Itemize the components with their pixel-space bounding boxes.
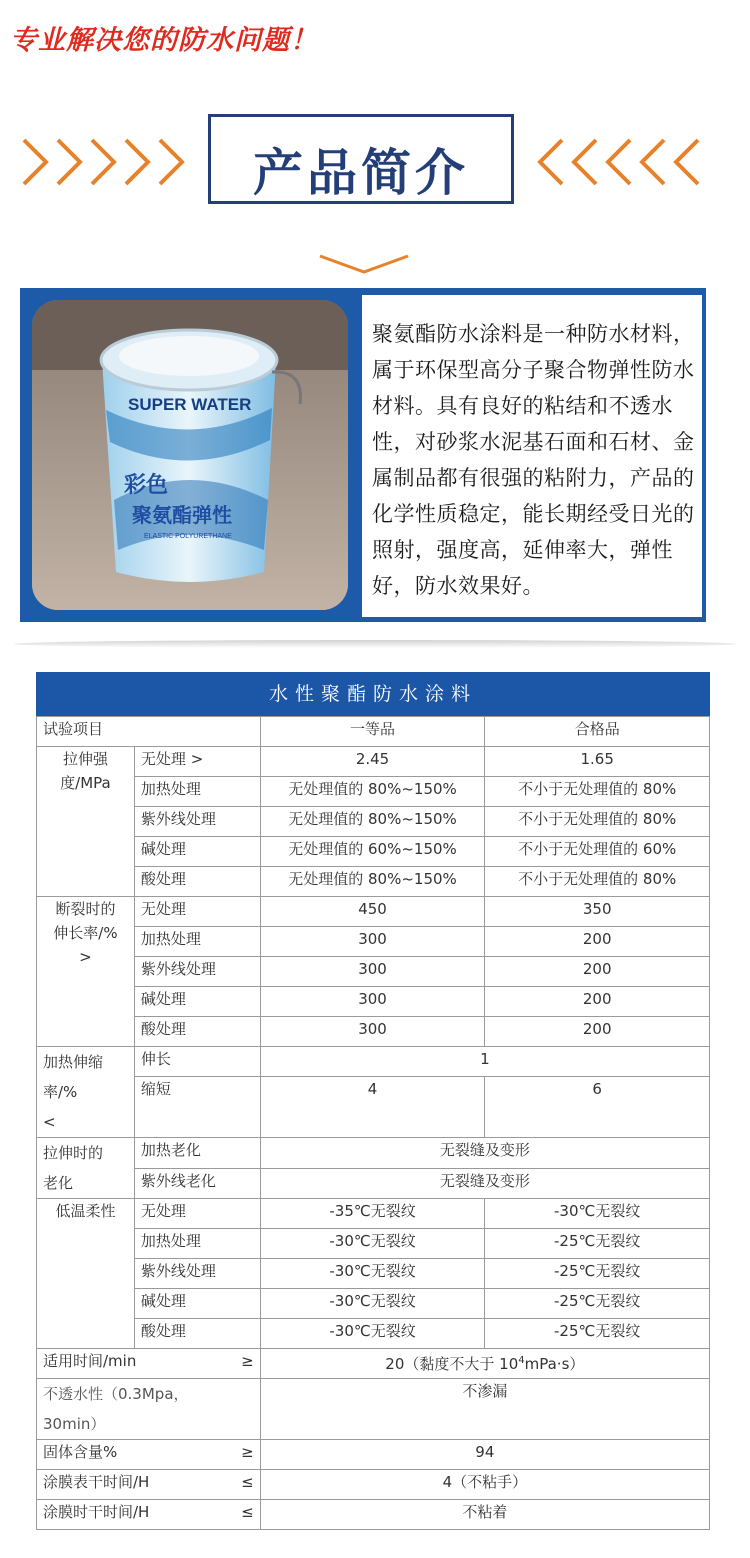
table-row <box>37 1047 710 1077</box>
tensile-g1: 无处理值的 80%~150% <box>260 777 485 807</box>
svg-text:ELASTIC POLYURETHANE: ELASTIC POLYURETHANE <box>144 533 232 540</box>
table-row <box>37 1138 710 1169</box>
elongation-sub: 紫外线处理 <box>134 957 260 987</box>
bucket-brand-text: SUPER WATER <box>128 395 252 414</box>
solids-label-text: 固体含量% <box>43 1443 118 1461</box>
table-row <box>37 1259 710 1289</box>
lowtemp-g1: -30℃无裂纹 <box>260 1289 485 1319</box>
table-row <box>37 807 710 837</box>
tensile-sub: 加热处理 <box>134 777 260 807</box>
tensile-sub: 无处理 > <box>134 747 260 777</box>
elongation-sub: 碱处理 <box>134 987 260 1017</box>
impermeable-val: 不渗漏 <box>260 1379 709 1440</box>
lowtemp-g2: -25℃无裂纹 <box>485 1259 710 1289</box>
table-row <box>37 1379 710 1440</box>
lowtemp-g2: -30℃无裂纹 <box>485 1199 710 1229</box>
elongation-g1: 450 <box>260 897 485 927</box>
lowtemp-sub: 无处理 <box>134 1199 260 1229</box>
table-row <box>37 927 710 957</box>
paint-bucket-image <box>32 300 348 610</box>
tensile-sub: 紫外线处理 <box>134 807 260 837</box>
elongation-sub: 加热处理 <box>134 927 260 957</box>
table-row <box>37 1168 710 1199</box>
thermal-val: 1 <box>260 1047 709 1077</box>
potlife-op: ≥ <box>241 1352 254 1370</box>
product-photo <box>32 300 348 610</box>
potlife-label-text: 适用时间/min <box>43 1352 137 1370</box>
elongation-label <box>37 897 135 1047</box>
lowtemp-g1: -35℃无裂纹 <box>260 1199 485 1229</box>
tensile-label: 拉伸强度/MPa <box>37 747 135 897</box>
elongation-sub: 酸处理 <box>134 1017 260 1047</box>
svg-text:聚氨酯弹性: 聚氨酯弹性 <box>132 503 232 527</box>
solids-label <box>37 1440 261 1470</box>
potlife-label <box>37 1349 261 1379</box>
lowtemp-sub: 酸处理 <box>134 1319 260 1349</box>
thermal-g2: 6 <box>485 1077 710 1138</box>
table-row <box>37 867 710 897</box>
section-divider <box>14 640 736 648</box>
chevrons-left-icon <box>532 136 702 188</box>
thermal-sub: 伸长 <box>134 1047 260 1077</box>
elongation-sub: 无处理 <box>134 897 260 927</box>
table-row <box>37 957 710 987</box>
tensile-g2: 1.65 <box>485 747 710 777</box>
table-row <box>37 1349 710 1379</box>
aging-sub: 紫外线老化 <box>134 1168 260 1199</box>
thermal-label-line2: 率/% <box>43 1083 78 1101</box>
lowtemp-label: 低温柔性 <box>37 1199 135 1349</box>
section-title: 产品简介 <box>253 144 469 202</box>
thermal-label-line1: 加热伸缩 <box>43 1053 104 1071</box>
spec-table <box>36 716 710 1530</box>
harddry-op: ≤ <box>241 1503 254 1521</box>
surfacedry-label-text: 涂膜表干时间/H <box>43 1473 150 1491</box>
elongation-g2: 200 <box>485 1017 710 1047</box>
thermal-label <box>37 1047 135 1138</box>
surfacedry-val: 4（不粘手） <box>260 1470 709 1500</box>
aging-label <box>37 1138 135 1199</box>
elongation-g1: 300 <box>260 1017 485 1047</box>
section-title-box <box>208 114 514 204</box>
header-grade2: 合格品 <box>485 717 710 747</box>
lowtemp-sub: 碱处理 <box>134 1289 260 1319</box>
tensile-g1: 无处理值的 80%~150% <box>260 807 485 837</box>
elongation-label-line1: 断裂时的 <box>55 900 116 918</box>
lowtemp-sub: 加热处理 <box>134 1229 260 1259</box>
slogan: 专业解决您的防水问题！ <box>10 25 318 56</box>
potlife-val-a: 20（黏度不大于 10 <box>385 1355 519 1373</box>
bucket-label-text: 彩色 <box>124 473 169 498</box>
table-row <box>37 1440 710 1470</box>
tensile-g2: 不小于无处理值的 60% <box>485 837 710 867</box>
tensile-g2: 不小于无处理值的 80% <box>485 867 710 897</box>
table-row <box>37 1077 710 1138</box>
tensile-sub: 酸处理 <box>134 867 260 897</box>
lowtemp-g2: -25℃无裂纹 <box>485 1229 710 1259</box>
potlife-val-sup: 4 <box>518 1355 525 1366</box>
table-header-row <box>37 717 710 747</box>
elongation-g1: 300 <box>260 927 485 957</box>
surfacedry-label <box>37 1470 261 1500</box>
table-row <box>37 1229 710 1259</box>
table-row <box>37 1500 710 1530</box>
chevrons-right-icon <box>20 136 190 188</box>
lowtemp-g1: -30℃无裂纹 <box>260 1259 485 1289</box>
lowtemp-g2: -25℃无裂纹 <box>485 1319 710 1349</box>
elongation-g1: 300 <box>260 957 485 987</box>
thermal-label-line3: < <box>43 1113 56 1131</box>
thermal-sub: 缩短 <box>134 1077 260 1138</box>
table-row <box>37 837 710 867</box>
lowtemp-sub: 紫外线处理 <box>134 1259 260 1289</box>
harddry-val: 不粘着 <box>260 1500 709 1530</box>
table-row <box>37 897 710 927</box>
table-row <box>37 1199 710 1229</box>
aging-val: 无裂缝及变形 <box>260 1138 709 1169</box>
table-row <box>37 1319 710 1349</box>
impermeable-label <box>37 1379 261 1440</box>
elongation-g2: 200 <box>485 987 710 1017</box>
intro-paragraph: 聚氨酯防水涂料是一种防水材料，属于环保型高分子聚合物弹性防水材料。具有良好的粘结和不透水性，对砂浆水泥基石面和石材、金属制品都有很强的粘附力，产品的化学性质稳定，能长期经受日光的照射，强度高，延伸率大，弹性好，防水效果好。 <box>372 322 695 598</box>
tensile-sub: 碱处理 <box>134 837 260 867</box>
table-row <box>37 1289 710 1319</box>
lowtemp-g2: -25℃无裂纹 <box>485 1289 710 1319</box>
solids-val: 94 <box>260 1440 709 1470</box>
table-row <box>37 777 710 807</box>
tensile-g1: 无处理值的 80%~150% <box>260 867 485 897</box>
harddry-label <box>37 1500 261 1530</box>
elongation-g2: 350 <box>485 897 710 927</box>
thermal-g1: 4 <box>260 1077 485 1138</box>
table-title: 水性聚酯防水涂料 <box>36 672 710 716</box>
surfacedry-op: ≤ <box>241 1473 254 1491</box>
elongation-g2: 200 <box>485 927 710 957</box>
table-row <box>37 987 710 1017</box>
aging-sub: 加热老化 <box>134 1138 260 1169</box>
aging-label-line1: 拉伸时的 <box>43 1144 104 1162</box>
elongation-g2: 200 <box>485 957 710 987</box>
tensile-g1: 2.45 <box>260 747 485 777</box>
aging-label-line2: 老化 <box>43 1174 74 1192</box>
header-grade1: 一等品 <box>260 717 485 747</box>
elongation-label-line2: 伸长率/% <box>53 924 118 942</box>
elongation-g1: 300 <box>260 987 485 1017</box>
potlife-val-b: mPa·s） <box>524 1355 585 1373</box>
table-row <box>37 1017 710 1047</box>
elongation-label-line3: > <box>79 948 92 966</box>
tensile-g1: 无处理值的 60%~150% <box>260 837 485 867</box>
solids-op: ≥ <box>241 1443 254 1461</box>
table-row <box>37 747 710 777</box>
potlife-val <box>260 1349 709 1379</box>
impermeable-label-line1: 不透水性（0.3Mpa， <box>43 1385 189 1403</box>
table-row <box>37 1470 710 1500</box>
lowtemp-g1: -30℃无裂纹 <box>260 1319 485 1349</box>
harddry-label-text: 涂膜时干时间/H <box>43 1503 150 1521</box>
tensile-g2: 不小于无处理值的 80% <box>485 777 710 807</box>
impermeable-label-line2: 30min） <box>43 1415 106 1433</box>
lowtemp-g1: -30℃无裂纹 <box>260 1229 485 1259</box>
tensile-g2: 不小于无处理值的 80% <box>485 807 710 837</box>
aging-val: 无裂缝及变形 <box>260 1168 709 1199</box>
header-item: 试验项目 <box>37 717 261 747</box>
chevron-down-icon <box>318 252 410 278</box>
